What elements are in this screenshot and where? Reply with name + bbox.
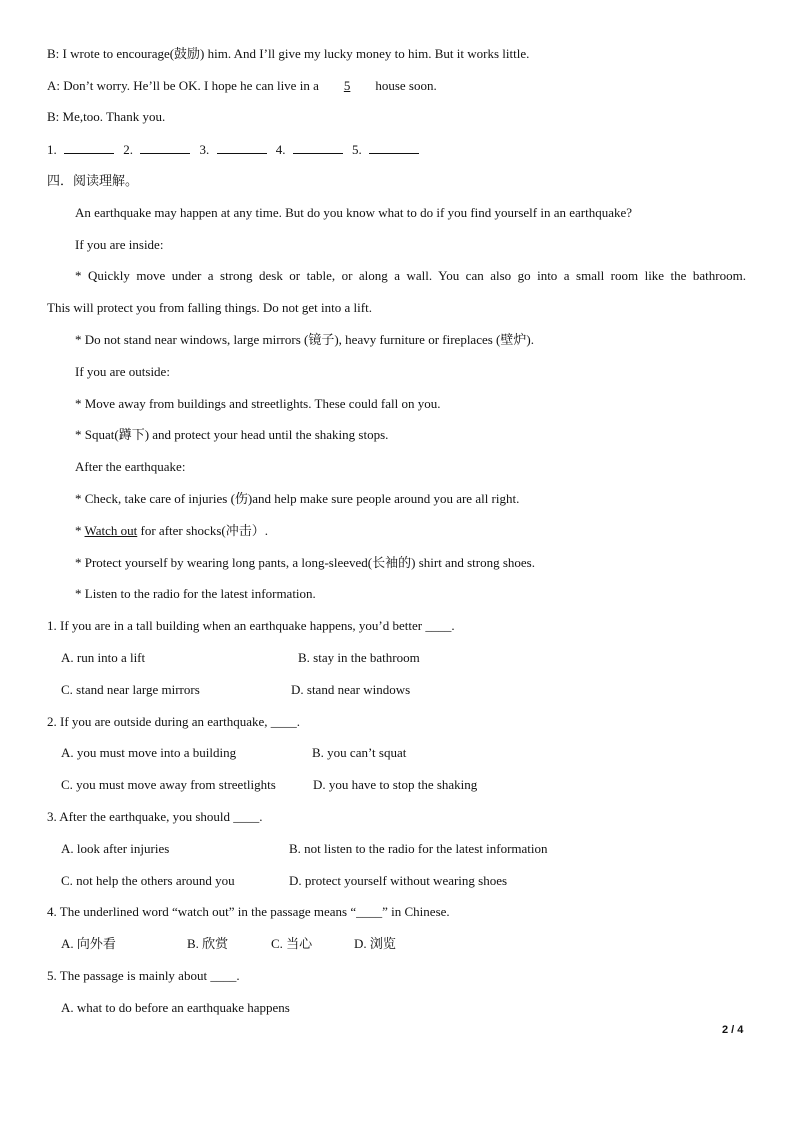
answer-number: 3. <box>199 142 210 157</box>
passage-after-3: * Protect yourself by wearing long pants, a long-sleeved(长袖的) shirt and strong shoes. <box>75 555 535 570</box>
answer-blank <box>369 141 419 154</box>
answer-blank <box>140 141 190 154</box>
option-b: B. not listen to the radio for the latest information <box>289 841 548 856</box>
option-b: B. stay in the bathroom <box>298 650 420 665</box>
answer-blank <box>64 141 114 154</box>
passage-intro: An earthquake may happen at any time. But do you know what to do if you find yourself in an earthquake? <box>75 205 633 220</box>
option-b: B. you can’t squat <box>312 745 407 760</box>
answer-number: 2. <box>123 142 133 157</box>
passage-outside-2: * Squat(蹲下) and protect your head until the shaking stops. <box>75 427 389 442</box>
dialogue-line-a1 <box>47 78 437 94</box>
answer-blank <box>217 141 267 154</box>
option-d: D. stand near windows <box>291 682 411 697</box>
question-stem: 4. The underlined word “watch out” in the passage means “____” in Chinese. <box>47 904 450 919</box>
dialogue-a1-text-end: house soon. <box>375 78 437 93</box>
dialogue-a1-text: A: Don’t worry. He’ll be OK. I hope he can live in a <box>47 78 319 93</box>
passage-outside-1: * Move away from buildings and streetlights. These could fall on you. <box>75 396 441 411</box>
option-c: C. stand near large mirrors <box>61 682 200 697</box>
passage-after-4: * Listen to the radio for the latest information. <box>75 586 316 601</box>
option-b: B. 欣赏 <box>187 936 229 951</box>
passage-after-1: * Check, take care of injuries (伤)and help make sure people around you are all right. <box>75 491 520 506</box>
question-stem: 5. The passage is mainly about ____. <box>47 968 240 983</box>
option-d: D. 浏览 <box>354 936 396 951</box>
dialogue-line-b2: B: Me,too. Thank you. <box>47 109 166 124</box>
option-c: C. not help the others around you <box>61 873 235 888</box>
page-number: 2 / 4 <box>722 1024 744 1036</box>
passage-inside-1b: This will protect you from falling things. Do not get into a lift. <box>47 300 372 315</box>
dialogue-line-b1: B: I wrote to encourage(鼓励) him. And I’ll give my lucky money to him. But it works little. <box>47 46 530 61</box>
option-c: C. 当心 <box>271 936 313 951</box>
answer-number: 1. <box>47 142 57 157</box>
answer-number: 5. <box>352 142 362 157</box>
option-a: A. 向外看 <box>61 936 116 951</box>
bullet-star: * <box>75 523 85 538</box>
dialogue-a1-blank: 5 <box>343 78 351 93</box>
underlined-phrase: Watch out <box>84 523 138 538</box>
option-a: A. look after injuries <box>61 841 170 856</box>
answer-blanks-row <box>47 141 419 158</box>
answer-blank <box>293 141 343 154</box>
option-a: A. you must move into a building <box>61 745 237 760</box>
question-stem: 3. After the earthquake, you should ____. <box>47 809 263 824</box>
section-heading: 四．阅读理解。 <box>47 173 139 188</box>
passage-after-heading: After the earthquake: <box>75 459 186 474</box>
question-stem: 1. If you are in a tall building when an earthquake happens, you’d better ____. <box>47 618 455 633</box>
option-a: A. what to do before an earthquake happens <box>61 1000 290 1015</box>
option-d: D. you have to stop the shaking <box>313 777 478 792</box>
option-d: D. protect yourself without wearing shoes <box>289 873 508 888</box>
option-c: C. you must move away from streetlights <box>61 777 276 792</box>
passage-after-2 <box>75 523 268 539</box>
passage-inside-2: * Do not stand near windows, large mirrors (镜子), heavy furniture or fireplaces (壁炉). <box>75 332 534 347</box>
answer-number: 4. <box>275 142 286 157</box>
passage-inside-heading: If you are inside: <box>75 237 164 252</box>
passage-after-2-text: for after shocks(冲击）. <box>137 523 268 538</box>
passage-outside-heading: If you are outside: <box>75 364 170 379</box>
passage-inside-1a: * Quickly move under a strong desk or table, or along a wall. You can also go into a small room like the bathroom. <box>75 268 746 283</box>
option-a: A. run into a lift <box>61 650 146 665</box>
question-stem: 2. If you are outside during an earthquake, ____. <box>47 714 301 729</box>
